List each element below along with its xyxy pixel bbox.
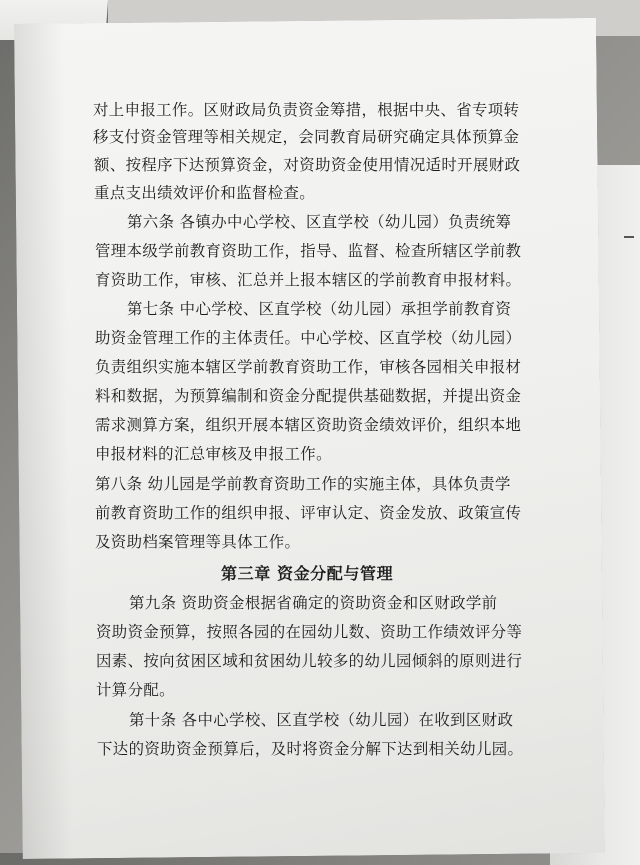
text-line: 计算分配。 [96,681,175,699]
text-line: 料和数据，为预算编制和资金分配提供基础数据，并提出资金 [95,387,522,405]
text-line: 额、按程序下达预算资金，对资助资金使用情况适时开展财政 [94,156,521,174]
article-8-heading: 第八条 幼儿园是学前教育资助工作的实施主体，具体负责学 [95,475,511,493]
text-line: 及资助档案管理等具体工作。 [95,533,301,551]
text-line: 申报材料的汇总审核及申报工作。 [95,445,332,463]
text-line: 需求测算方案，组织开展本辖区资助资金绩效评价，组织本地 [95,416,522,434]
article-7-heading: 第七条 中心学校、区直学校（幼儿园）承担学前教育资 [127,300,512,318]
text-line: 助资金管理工作的主体责任。中心学校、区直学校（幼儿园） [95,329,522,347]
page-shadow [14,23,73,858]
text-line: 育资助工作，审核、汇总并上报本辖区的学前教育申报材料。 [95,271,522,289]
article-6-heading: 第六条 各镇办中心学校、区直学校（幼儿园）负责统筹 [127,213,512,231]
text-line: 负责组织实施本辖区学前教育资助工作，审核各园相关申报材 [95,358,522,376]
text-line: 下达的资助资金预算后，及时将资金分解下达到相关幼儿园。 [97,740,524,758]
text-line: 前教育资助工作的组织申报、评审认定、资金发放、政策宣传 [95,504,522,522]
text-line: 对上申报工作。区财政局负责资金筹措，根据中央、省专项转 [93,101,520,119]
article-9-heading: 第九条 资助资金根据省确定的资助资金和区财政学前 [129,594,498,612]
article-10-heading: 第十条 各中心学校、区直学校（幼儿园）在收到区财政 [129,711,514,729]
text-line: 移支付资金管理等相关规定，会同教育局研究确定具体预算金 [93,128,520,146]
text-line: 重点支出绩效评价和监督检查。 [94,184,316,202]
text-line: 因素、按向贫困区域和贫困幼儿较多的幼儿园倾斜的原则进行 [96,652,523,670]
background-page-mark [624,236,634,238]
chapter-heading: 第三章 资金分配与管理 [221,564,394,583]
text-line: 管理本级学前教育资助工作，指导、监督、检查所辖区学前教 [95,242,522,260]
text-line: 资助资金预算，按照各园的在园幼儿数、资助工作绩效评分等 [96,623,523,641]
